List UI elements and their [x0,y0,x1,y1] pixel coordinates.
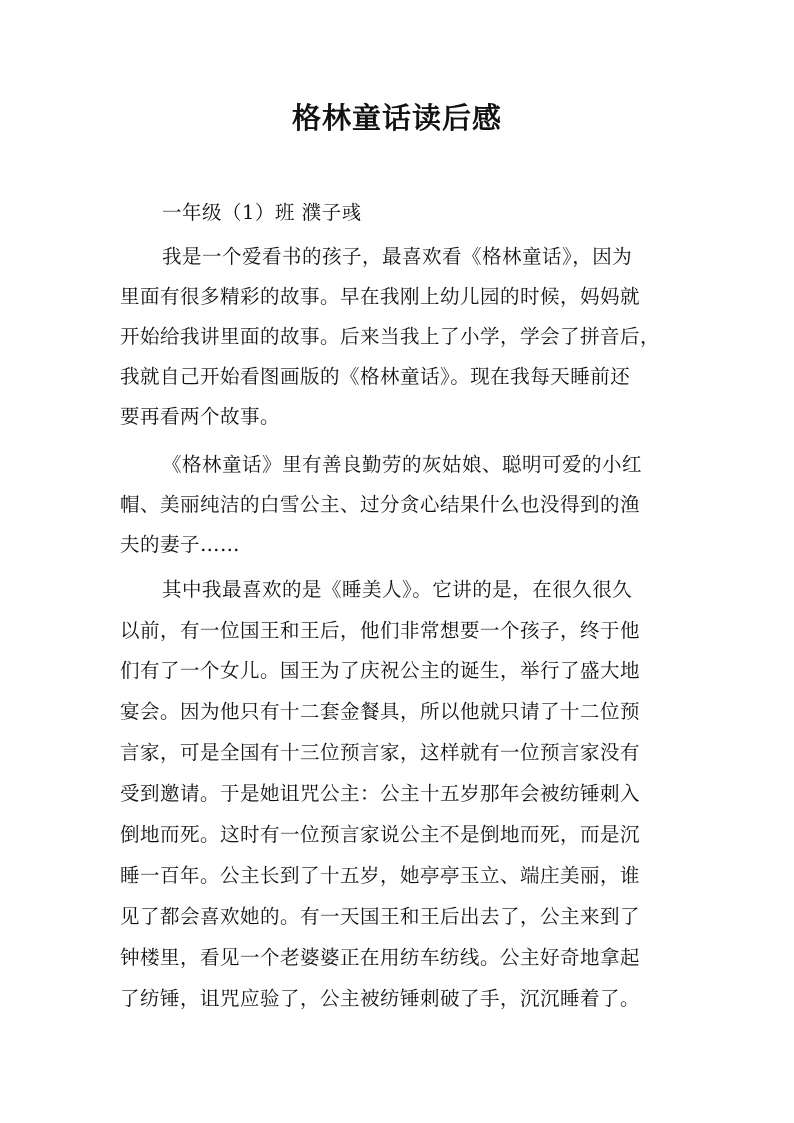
paragraph-1-line-5: 要再看两个故事。 [120,405,281,428]
paragraph-1-line-1: 我是一个爱看书的孩子，最喜欢看《格林童话》，因为 [162,245,633,268]
paragraph-3-line-8: 睡一百年。公主长到了十五岁，她亭亭玉立、端庄美丽，谁 [120,864,641,887]
paragraph-2-line-1: 《格林童话》里有善良勤劳的灰姑娘、聪明可爱的小红 [162,453,643,476]
page-title: 格林童话读后感 [291,101,502,135]
paragraph-3-line-10: 钟楼里，看见一个老婆婆正在用纺车纺线。公主好奇地拿起 [120,946,641,969]
paragraph-3-line-1: 其中我最喜欢的是《睡美人》。它讲的是，在很久很久 [162,578,633,601]
paragraph-3-line-3: 们有了一个女儿。国王为了庆祝公主的诞生，举行了盛大地 [120,659,641,682]
paragraph-3-line-7: 倒地而死。这时有一位预言家说公主不是倒地而死，而是沉 [120,823,641,846]
paragraph-3-line-2: 以前，有一位国王和王后，他们非常想要一个孩子，终于他 [120,619,641,642]
paragraph-3-line-9: 见了都会喜欢她的。有一天国王和王后出去了，公主来到了 [120,905,641,928]
author-line: 一年级（1）班 濮子彧 [162,201,362,224]
paragraph-1-line-2: 里面有很多精彩的故事。早在我刚上幼儿园的时候，妈妈就 [120,285,641,308]
paragraph-3-line-11: 了纺锤，诅咒应验了，公主被纺锤刺破了手，沉沉睡着了。 [120,987,641,1010]
paragraph-3-line-6: 受到邀请。于是她诅咒公主：公主十五岁那年会被纺锤刺入 [120,782,641,805]
paragraph-2-line-2: 帽、美丽纯洁的白雪公主、过分贪心结果什么也没得到的渔 [120,493,641,516]
paragraph-2-line-3: 夫的妻子…… [120,533,241,556]
paragraph-1-line-4: 我就自己开始看图画版的《格林童话》。现在我每天睡前还 [120,365,631,388]
paragraph-1-line-3: 开始给我讲里面的故事。后来当我上了小学，学会了拼音后， [120,325,661,348]
paragraph-3-line-4: 宴会。因为他只有十二套金餐具，所以他就只请了十二位预 [120,700,641,723]
paragraph-3-line-5: 言家，可是全国有十三位预言家，这样就有一位预言家没有 [120,741,641,764]
